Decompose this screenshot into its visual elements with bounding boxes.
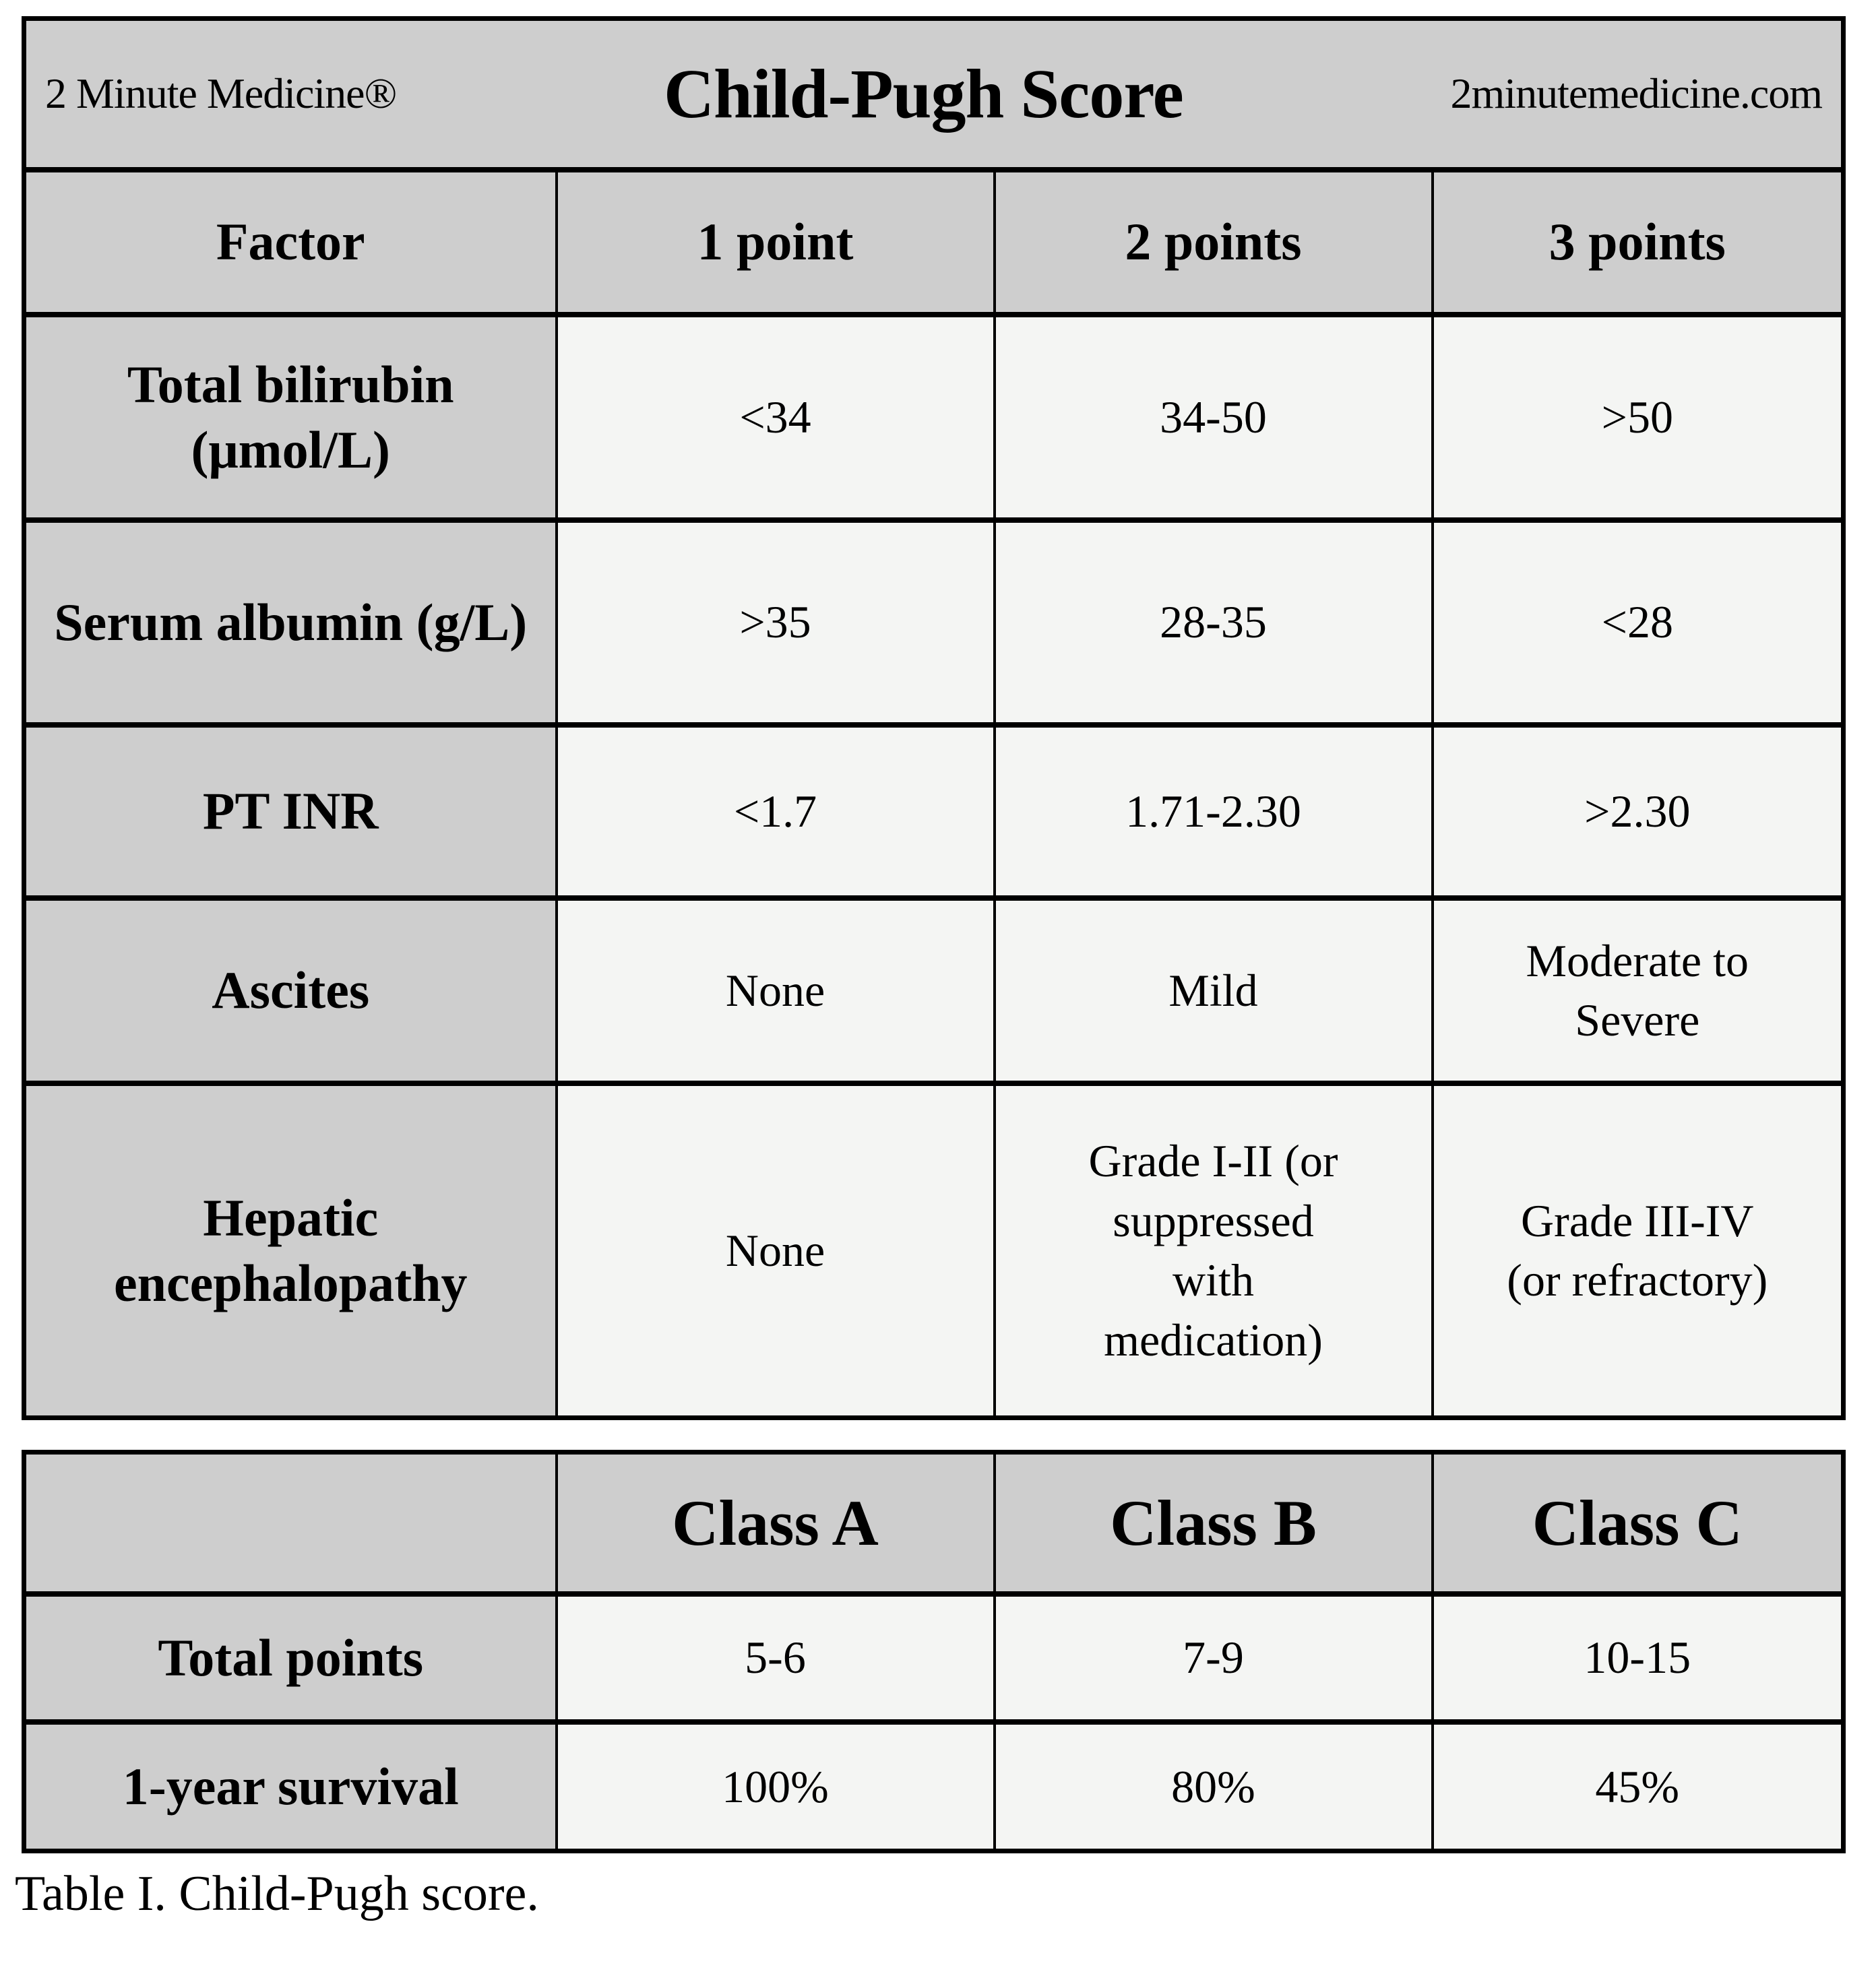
score-table-header-row <box>24 170 1844 315</box>
score-table <box>22 16 1846 1420</box>
col-header-class-a: Class A <box>557 1452 995 1594</box>
row-hepatic-encephalopathy <box>24 1083 1844 1418</box>
value-cell: >50 <box>1433 315 1844 520</box>
value-cell: >2.30 <box>1433 725 1844 898</box>
value-cell: 100% <box>557 1722 995 1851</box>
row-1-year-survival <box>24 1722 1844 1851</box>
website-url: 2minutemedicine.com <box>1450 69 1823 118</box>
value-cell: 7-9 <box>995 1594 1433 1722</box>
value-cell: <1.7 <box>557 725 995 898</box>
col-header-3-points: 3 points <box>1433 170 1844 315</box>
table-caption: Table I. Child-Pugh score. <box>15 1866 539 1921</box>
value-cell: 80% <box>995 1722 1433 1851</box>
class-table <box>22 1450 1846 1853</box>
value-cell: 45% <box>1433 1722 1844 1851</box>
value-cell: 28-35 <box>995 520 1433 725</box>
col-header-class-b: Class B <box>995 1452 1433 1594</box>
factor-cell: Serum albumin (g/L) <box>24 520 557 725</box>
factor-cell: Hepatic encephalopathy <box>24 1083 557 1418</box>
row-total-points <box>24 1594 1844 1722</box>
row-total-bilirubin <box>24 315 1844 520</box>
title-band <box>24 19 1844 170</box>
value-cell: None <box>557 1083 995 1418</box>
factor-cell: Total points <box>24 1594 557 1722</box>
col-header-class-c: Class C <box>1433 1452 1844 1594</box>
factor-cell: Ascites <box>24 898 557 1083</box>
value-cell: 10-15 <box>1433 1594 1844 1722</box>
col-header-1-point: 1 point <box>557 170 995 315</box>
value-cell: <34 <box>557 315 995 520</box>
value-cell: Moderate to Severe <box>1433 898 1844 1083</box>
brand-text: 2 Minute Medicine® <box>45 69 397 118</box>
row-ascites <box>24 898 1844 1083</box>
factor-cell: Total bilirubin (μmol/L) <box>24 315 557 520</box>
col-header-factor: Factor <box>24 170 557 315</box>
factor-cell: PT INR <box>24 725 557 898</box>
row-pt-inr <box>24 725 1844 898</box>
col-header-2-points: 2 points <box>995 170 1433 315</box>
value-cell: Grade I-II (or suppressed with medication) <box>995 1083 1433 1418</box>
value-cell: 1.71-2.30 <box>995 725 1433 898</box>
class-table-header-row <box>24 1452 1844 1594</box>
value-cell: 5-6 <box>557 1594 995 1722</box>
factor-cell: 1-year survival <box>24 1722 557 1851</box>
title-band-row <box>24 19 1844 170</box>
col-header-empty <box>24 1452 557 1594</box>
value-cell: None <box>557 898 995 1083</box>
value-cell: <28 <box>1433 520 1844 725</box>
value-cell: Mild <box>995 898 1433 1083</box>
value-cell: Grade III-IV (or refractory) <box>1433 1083 1844 1418</box>
page-title: Child-Pugh Score <box>663 55 1183 133</box>
row-serum-albumin <box>24 520 1844 725</box>
value-cell: 34-50 <box>995 315 1433 520</box>
value-cell: >35 <box>557 520 995 725</box>
